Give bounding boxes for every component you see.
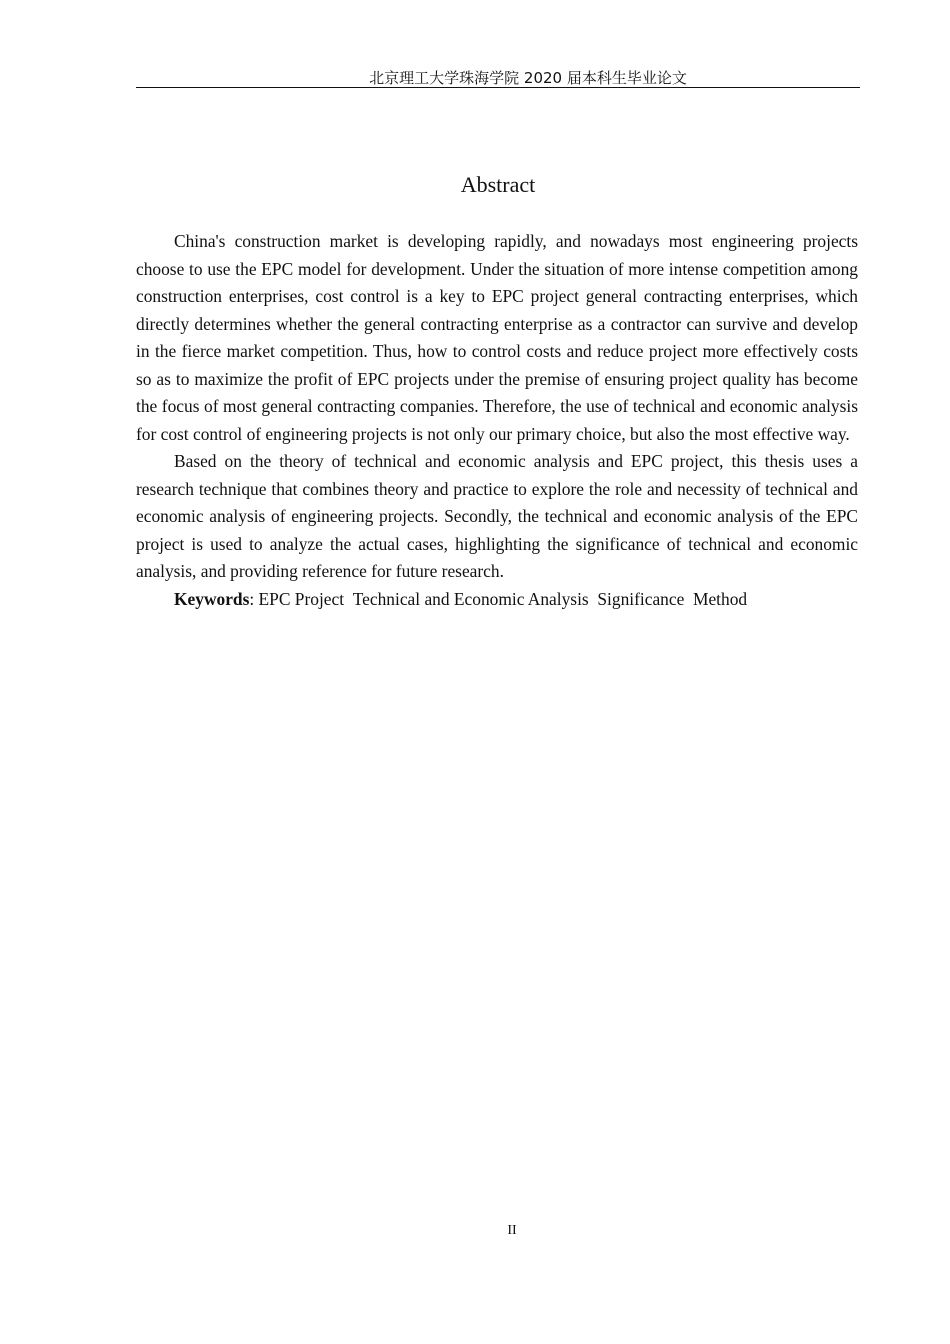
keyword: Method [693,588,748,609]
abstract-title: Abstract [460,172,536,197]
keyword: Significance [597,588,685,609]
abstract-paragraph: China's construction market is developing rapidly, and nowadays most engineering projects choose to use the EPC model for development. Under the situation of more intense competition among construction enterprises, cost control is a key to EPC project general contracting enterprises, which directly determines whether the general contracting enterprise as a contractor can survive and develop in the fierce market competition. Thus, how to control costs and reduce project more effectively costs so as to maximize the profit of EPC projects under the premise of ensuring project quality has become the focus of most general contracting companies. Therefore, the use of technical and economic analysis for cost control of engineering projects is not only our primary choice, but also the most effective way. [136,231,858,444]
abstract-body [136,228,858,613]
keywords-separator: : [249,588,259,609]
keywords-label: Keywords [174,588,250,609]
keyword: Technical and Economic Analysis [352,588,589,609]
page-number: II [507,1223,517,1238]
abstract-paragraph: Based on the theory of technical and economic analysis and EPC project, this thesis uses a research technique that combines theory and practice to explore the role and necessity of technical and economic analysis of engineering projects. Secondly, the technical and economic analysis of the EPC project is used to analyze the actual cases, highlighting the significance of technical and economic analysis, and providing reference for future research. [136,451,858,581]
keyword: EPC Project [258,588,345,609]
running-header: 北京理工大学珠海学院 2020 届本科生毕业论文 [136,68,860,88]
keywords-line [136,586,858,614]
